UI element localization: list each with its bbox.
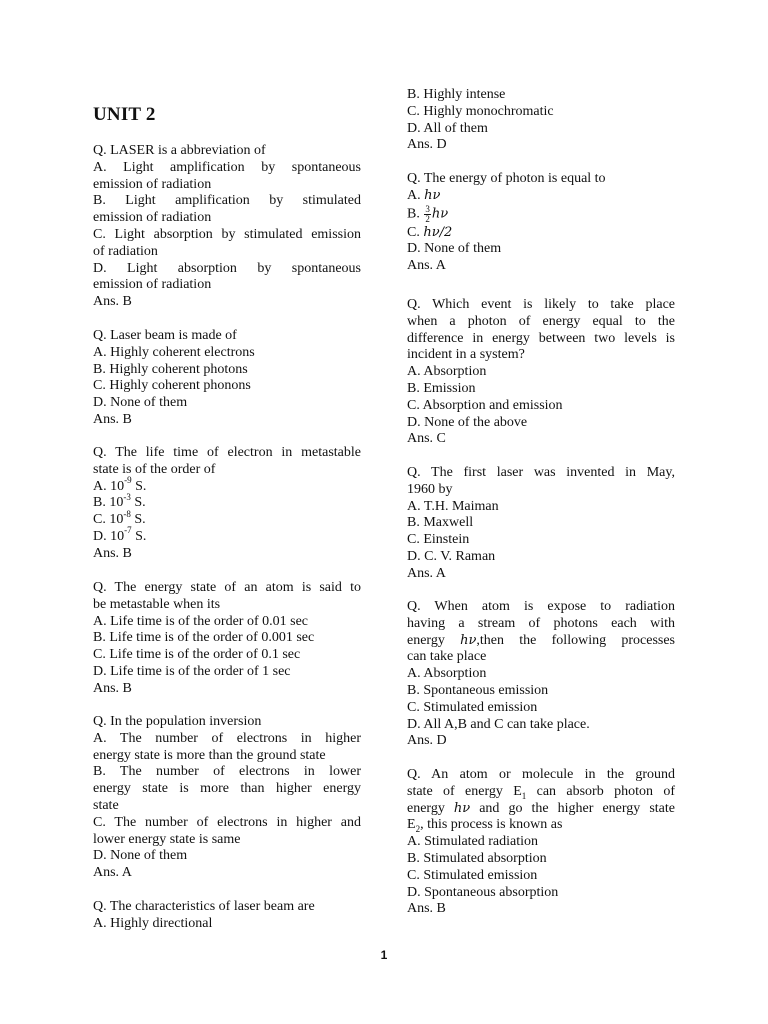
option-a: A. The number of electrons in higher (93, 730, 361, 746)
option-c-cont: lower energy state is same (93, 831, 241, 847)
option-b: B. Highly coherent photons (93, 361, 248, 377)
option-a: A. Highly directional (93, 915, 213, 931)
question-text-cont2: energy hν,then the following processes (407, 632, 675, 648)
option-b: B. Spontaneous emission (407, 682, 549, 698)
option-d: D. C. V. Raman (407, 548, 496, 564)
question-text-cont2: difference in energy between two levels is (407, 330, 675, 346)
option-c: C. Light absorption by stimulated emission (93, 226, 361, 242)
option-c: C. Einstein (407, 532, 470, 548)
option-c: C. Life time is of the order of 0.1 sec (93, 647, 301, 663)
question-text-cont: having a stream of photons each with (407, 615, 675, 631)
option-d: D. None of them (407, 241, 502, 257)
option-b-cont2: state (93, 797, 119, 813)
answer: Ans. B (93, 545, 132, 561)
question-text-cont: state of energy $E_1$ can absorb photon of (407, 783, 675, 801)
option-a: A. T.H. Maiman (407, 498, 499, 514)
question-text: Q. The energy state of an atom is said to (93, 580, 361, 595)
question-7 (407, 171, 675, 275)
option-a: A. Highly coherent electrons (93, 344, 255, 360)
question-text-cont: be metastable when its (93, 596, 221, 612)
option-a: A. Absorption (407, 666, 487, 682)
option-a: A. $10^{-9}$ S. (93, 474, 147, 494)
option-b: B. Light amplification by stimulated (93, 193, 361, 209)
answer: Ans. A (407, 565, 446, 581)
option-c: C. The number of electrons in higher and (93, 814, 361, 830)
option-d: D. None of the above (407, 414, 528, 430)
question-text-cont3: incident in a system? (407, 347, 525, 363)
option-d: D. Light absorption by spontaneous (93, 260, 361, 276)
option-b: B. Life time is of the order of 0.001 sec (93, 630, 315, 646)
question-text: Q. In the population inversion (93, 714, 262, 729)
option-a: A. Absorption (407, 364, 487, 380)
question-4 (93, 580, 361, 698)
option-d: D. None of them (93, 395, 188, 411)
option-b: B. Maxwell (407, 515, 474, 531)
fraction: $\frac{3}{2}$ (425, 203, 430, 224)
question-6-cont (407, 87, 675, 154)
question-5 (93, 714, 361, 882)
question-text: Q. The energy of photon is equal to (407, 171, 606, 186)
option-b: B. Emission (407, 380, 476, 396)
option-d: D. Spontaneous absorption (407, 884, 559, 900)
question-text-cont: when a photon of energy equal to the (407, 313, 675, 329)
question-text: Q. Laser beam is made of (93, 328, 237, 343)
answer: Ans. D (407, 137, 447, 153)
option-d: D. All A,B and C can take place. (407, 716, 590, 732)
question-text-cont3: $E_2$, this process is known as (407, 817, 563, 835)
question-6 (93, 899, 361, 933)
question-2 (93, 328, 361, 429)
answer: Ans. C (407, 431, 446, 447)
question-text-cont: 1960 by (407, 481, 453, 497)
option-d: D. Life time is of the order of 1 sec (93, 663, 291, 679)
option-c: C. Stimulated emission (407, 867, 538, 883)
option-b: B. Highly intense (407, 87, 506, 102)
option-c: C. Absorption and emission (407, 397, 563, 413)
answer: Ans. B (407, 901, 446, 917)
question-1 (93, 143, 361, 311)
answer: Ans. B (93, 680, 132, 696)
question-8 (407, 297, 675, 448)
question-text-cont: state is of the order of (93, 461, 216, 477)
option-c: C. Highly coherent phonons (93, 378, 251, 394)
question-text: Q. Which event is likely to take place (407, 297, 675, 312)
option-c: C. $10^{-8}$ S. (93, 508, 146, 528)
answer: Ans. D (407, 733, 447, 749)
option-b: B. $\frac{3}{2}$ hν (407, 203, 449, 224)
question-10 (407, 599, 675, 750)
question-text: Q. The first laser was invented in May, (407, 465, 675, 480)
question-text-cont2: energy hν and go the higher energy state (407, 800, 676, 816)
question-text-cont3: can take place (407, 649, 487, 665)
option-b-cont: energy state is more than higher energy (93, 781, 361, 797)
option-b-cont: emission of radiation (93, 210, 212, 226)
option-a: A. Life time is of the order of 0.01 sec (93, 613, 308, 629)
answer: Ans. A (407, 258, 446, 274)
answer: Ans. B (93, 411, 132, 427)
option-c: C. hν/2 (407, 224, 453, 240)
option-d: D. All of them (407, 120, 488, 136)
option-c: C. Highly monochromatic (407, 103, 554, 119)
question-3 (93, 445, 361, 563)
option-a: A. Stimulated radiation (407, 834, 539, 850)
unit-title: UNIT 2 (93, 104, 156, 125)
answer: Ans. A (93, 865, 132, 881)
option-c-cont: of radiation (93, 243, 158, 259)
question-11 (407, 767, 675, 918)
option-a: A. Light amplification by spontaneous (93, 159, 361, 175)
option-b: B. The number of electrons in lower (93, 764, 361, 780)
question-text: Q. The characteristics of laser beam are (93, 899, 315, 914)
option-d: D. $10^{-7}$ S. (93, 525, 147, 544)
page-number: 1 (380, 948, 388, 962)
question-text: Q. The life time of electron in metastable (93, 445, 361, 460)
option-b: B. $10^{-3}$ S. (93, 491, 146, 511)
option-d: D. None of them (93, 848, 188, 864)
question-text: Q. When atom is expose to radiation (407, 599, 675, 614)
option-a: A. hν (407, 187, 441, 203)
question-text: Q. An atom or molecule in the ground (407, 767, 675, 782)
option-d-cont: emission of radiation (93, 277, 212, 293)
option-a-cont: emission of radiation (93, 176, 212, 192)
option-b: B. Stimulated absorption (407, 850, 547, 866)
option-c: C. Stimulated emission (407, 699, 538, 715)
option-a-cont: energy state is more than the ground state (93, 747, 326, 763)
question-text: Q. LASER is a abbreviation of (93, 143, 266, 158)
answer: Ans. B (93, 294, 132, 310)
question-9 (407, 465, 675, 583)
